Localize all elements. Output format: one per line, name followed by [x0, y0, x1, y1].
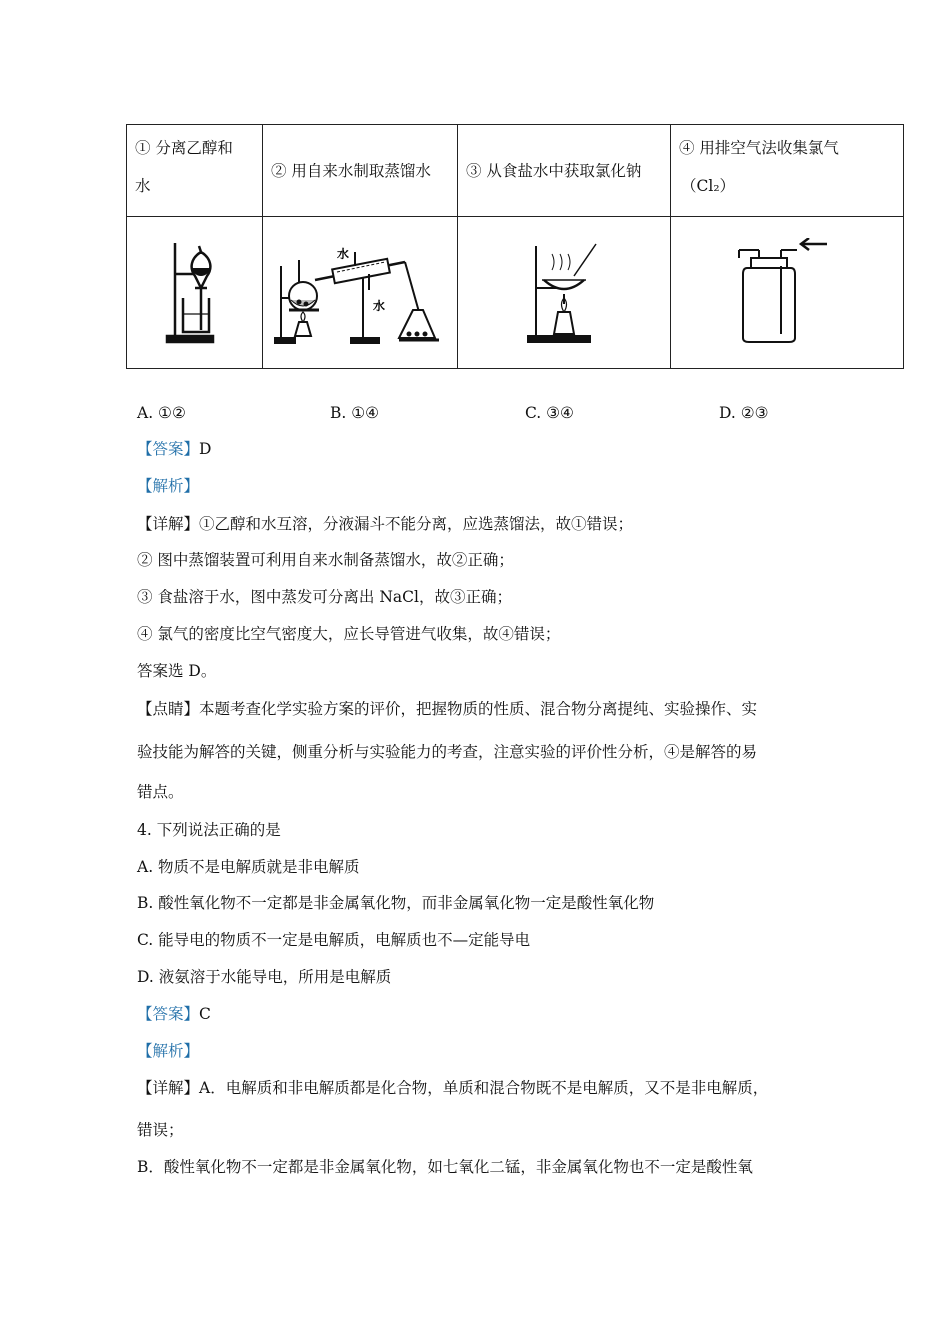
q3-answer-line	[137, 439, 211, 459]
option-a: A. ①②	[137, 404, 186, 422]
q4-detail-b: B．酸性氧化物不一定都是非金属氧化物，如七氧化二锰，非金属氧化物也不一定是酸性氧	[137, 1158, 753, 1176]
q4-analysis-tag: 【解析】	[137, 1042, 200, 1060]
header-4-line-2: （Cl₂）	[681, 177, 736, 195]
q4-detail-line	[137, 1078, 768, 1098]
q4-answer-tag: 【答案】	[137, 1005, 200, 1023]
option-b: B. ①④	[330, 404, 380, 422]
header-3-line-1: ③ 从食盐水中获取氯化钠	[466, 161, 642, 180]
header-1-line-2: 水	[135, 177, 151, 195]
q3-answer: D	[199, 440, 212, 458]
header-cell-4	[671, 125, 904, 217]
header-cell-3	[458, 125, 671, 217]
q3-line-3: ③ 食盐溶于水，图中蒸发可分离出 NaCl，故③正确；	[137, 588, 512, 606]
gas-collection-bottle-icon	[737, 238, 837, 348]
q3-comment-line-2: 验技能为解答的关键，侧重分析与实验能力的考查，注意实验的评价性分析，④是解答的易	[137, 743, 758, 761]
q3-detail-tag: 【详解】	[137, 515, 200, 533]
q3-detail: ①乙醇和水互溶，分液漏斗不能分离，应选蒸馏法，故①错误；	[199, 515, 634, 533]
q4-option-b: B. 酸性氧化物不一定都是非金属氧化物，而非金属氧化物一定是酸性氧化物	[137, 894, 655, 912]
q3-comment-tag: 【点睛】	[137, 700, 200, 718]
q4-detail-tag: 【详解】	[137, 1079, 200, 1097]
q4-option-c: C. 能导电的物质不一定是电解质，电解质也不—定能导电	[137, 931, 531, 949]
q3-answer-tag: 【答案】	[137, 440, 200, 458]
separatory-funnel-apparatus-icon	[165, 238, 225, 348]
water-label-top: 水	[336, 246, 349, 261]
q4-option-d: D. 液氨溶于水能导电，所用是电解质	[137, 968, 392, 986]
q3-comment-line-3: 错点。	[137, 783, 184, 801]
figure-cell-4	[671, 217, 904, 369]
q4-detail-a2: 错误；	[137, 1121, 184, 1139]
q3-detail-line	[137, 514, 633, 534]
q4-detail-a1: A．电解质和非电解质都是化合物，单质和混合物既不是电解质，又不是非电解质，	[199, 1079, 769, 1097]
q4-answer-line	[137, 1004, 211, 1024]
q3-analysis-tag: 【解析】	[137, 477, 200, 495]
evaporation-apparatus-icon	[524, 238, 604, 348]
experiment-table	[126, 124, 903, 368]
q4-answer: C	[199, 1005, 211, 1023]
figure-cell-2	[263, 217, 458, 369]
q3-line-4: ④ 氯气的密度比空气密度大，应长导管进气收集，故④错误；	[137, 625, 561, 643]
figure-cell-1	[127, 217, 263, 369]
q3-comment-1: 本题考查化学实验方案的评价，把握物质的性质、混合物分离提纯、实验操作、实	[199, 700, 758, 718]
q3-line-2: ② 图中蒸馏装置可利用自来水制备蒸馏水，故②正确；	[137, 551, 514, 569]
distillation-apparatus-icon	[273, 238, 448, 348]
q3-comment-line-1	[137, 699, 757, 719]
header-cell-2	[263, 125, 458, 217]
header-4-line-1: ④ 用排空气法收集氯气	[679, 139, 839, 157]
header-1-line-1: ① 分离乙醇和	[135, 139, 233, 157]
q4-stem: 4. 下列说法正确的是	[137, 821, 281, 839]
water-label-bottom: 水	[372, 298, 385, 313]
header-2-line-1: ② 用自来水制取蒸馏水	[271, 161, 431, 180]
option-d: D. ②③	[719, 404, 769, 422]
option-c: C. ③④	[525, 404, 574, 422]
figure-cell-3	[458, 217, 671, 369]
q3-conclusion: 答案选 D。	[137, 662, 217, 680]
header-cell-1	[127, 125, 263, 217]
q4-option-a: A. 物质不是电解质就是非电解质	[137, 858, 360, 876]
